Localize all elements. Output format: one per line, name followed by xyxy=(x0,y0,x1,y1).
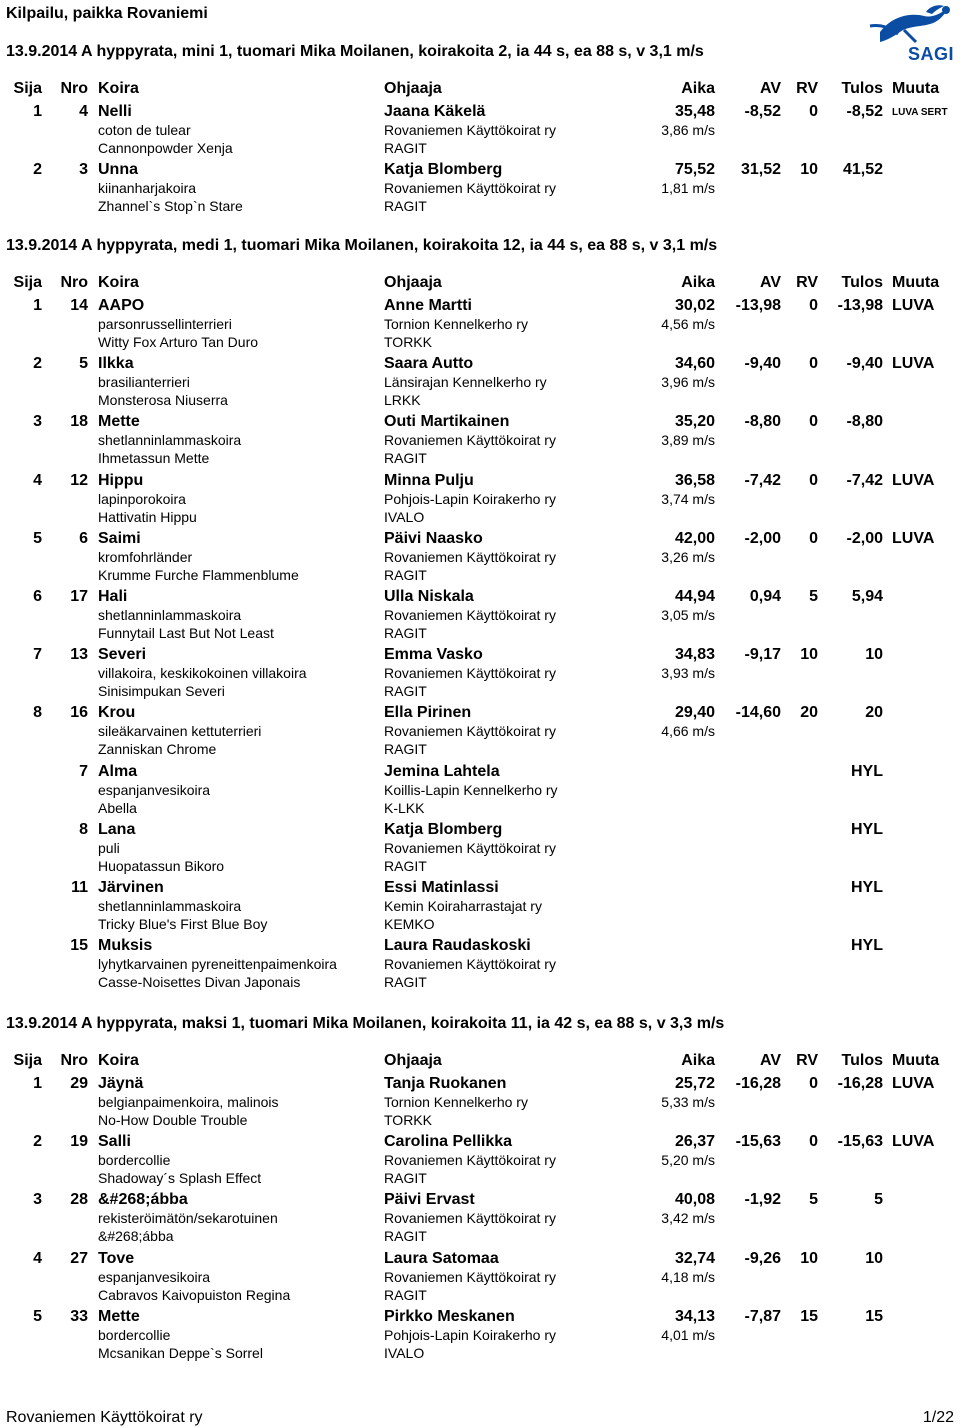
club-abbreviation: IVALO xyxy=(384,1344,425,1361)
column-header-rv: RV xyxy=(796,1052,818,1069)
column-header-tulos: Tulos xyxy=(841,274,883,291)
result-row xyxy=(0,762,960,820)
column-header-koira: Koira xyxy=(98,80,139,97)
result-aika: 34,60 xyxy=(674,355,715,373)
result-aika: 30,02 xyxy=(674,297,715,314)
club-abbreviation: TORKK xyxy=(384,334,432,350)
column-header-row xyxy=(0,80,960,100)
speed-value: 5,33 m/s xyxy=(661,1094,715,1110)
result-koira: Salli xyxy=(98,1133,131,1151)
result-tulos: 20 xyxy=(865,704,883,722)
handler-club: Koillis-Lapin Kennelkerho ry xyxy=(384,781,558,798)
result-tulos: -7,42 xyxy=(846,471,883,489)
result-av: -9,17 xyxy=(744,646,781,664)
result-ohjaaja: Emma Vasko xyxy=(384,646,483,664)
handler-club: Rovaniemen Käyttökoirat ry xyxy=(384,122,556,138)
column-header-ohjaaja: Ohjaaja xyxy=(384,80,442,97)
dog-breed: coton de tulear xyxy=(98,122,191,138)
column-header-nro: Nro xyxy=(60,274,88,291)
result-koira: Lana xyxy=(98,820,136,838)
dog-registered-name: Witty Fox Arturo Tan Duro xyxy=(98,334,259,350)
result-row xyxy=(0,587,960,645)
dog-breed: bordercollie xyxy=(98,1326,171,1343)
result-av: -8,80 xyxy=(744,413,781,431)
club-abbreviation: RAGIT xyxy=(384,140,427,156)
dog-breed: puli xyxy=(98,839,120,856)
result-row xyxy=(0,529,960,587)
result-ohjaaja: Katja Blomberg xyxy=(384,161,503,179)
club-abbreviation: RAGIT xyxy=(384,1170,427,1187)
dog-registered-name: Funnytail Last But Not Least xyxy=(98,625,274,641)
result-ohjaaja: Jemina Lahtela xyxy=(384,762,500,780)
result-koira: Unna xyxy=(98,161,138,179)
club-abbreviation: RAGIT xyxy=(384,857,427,874)
result-av: 31,52 xyxy=(740,161,781,179)
handler-club: Tornion Kennelkerho ry xyxy=(384,316,528,332)
column-header-nro: Nro xyxy=(60,80,88,97)
column-header-sija: Sija xyxy=(13,1052,42,1069)
result-aika: 25,72 xyxy=(674,1075,715,1092)
result-koira: AAPO xyxy=(98,297,145,314)
result-aika: 34,13 xyxy=(674,1307,715,1325)
result-tulos: -8,52 xyxy=(846,103,883,120)
handler-club: Rovaniemen Käyttökoirat ry xyxy=(384,665,556,682)
result-av: -14,60 xyxy=(735,704,781,722)
column-header-sija: Sija xyxy=(13,80,42,97)
result-sija: 7 xyxy=(33,646,42,664)
result-rv: 0 xyxy=(809,529,818,547)
result-rv: 10 xyxy=(800,161,818,179)
result-sija: 6 xyxy=(33,588,42,605)
result-rv: 0 xyxy=(809,471,818,489)
result-row xyxy=(0,1249,960,1307)
column-header-aika: Aika xyxy=(681,1052,715,1069)
result-rv: 0 xyxy=(809,1075,818,1092)
handler-club: Rovaniemen Käyttökoirat ry xyxy=(384,1152,556,1169)
dog-registered-name: No-How Double Trouble xyxy=(98,1112,248,1128)
result-sija: 4 xyxy=(33,471,42,489)
result-ohjaaja: Essi Matinlassi xyxy=(384,879,499,896)
column-header-tulos: Tulos xyxy=(841,1052,883,1069)
result-rv: 10 xyxy=(800,646,818,664)
section-title: 13.9.2014 A hyppyrata, medi 1, tuomari Mika Moilanen, koirakoita 12, ia 44 s, ea 88 s, v 3,1 m/s xyxy=(6,237,718,254)
dog-registered-name: Tricky Blue's First Blue Boy xyxy=(98,916,268,932)
column-header-row xyxy=(0,274,960,294)
club-abbreviation: RAGIT xyxy=(384,625,427,641)
speed-value: 4,56 m/s xyxy=(661,316,715,332)
agility-dog-icon xyxy=(860,2,956,46)
dog-breed: kiinanharjakoira xyxy=(98,180,197,197)
speed-value: 4,01 m/s xyxy=(661,1326,715,1343)
result-av: -9,40 xyxy=(744,355,781,373)
result-nro: 3 xyxy=(79,161,88,179)
handler-club: Rovaniemen Käyttökoirat ry xyxy=(384,723,556,740)
column-header-rv: RV xyxy=(796,80,818,97)
result-nro: 17 xyxy=(70,588,88,605)
result-rv: 10 xyxy=(800,1249,818,1267)
dog-registered-name: Cannonpowder Xenja xyxy=(98,140,233,156)
column-header-aika: Aika xyxy=(681,80,715,97)
club-abbreviation: RAGIT xyxy=(384,566,427,583)
dog-breed: lyhytkarvainen pyreneittenpaimenkoira xyxy=(98,956,337,973)
result-sija: 2 xyxy=(33,161,42,179)
result-av: -1,92 xyxy=(744,1191,781,1209)
result-nro: 18 xyxy=(70,413,88,431)
result-nro: 33 xyxy=(70,1307,88,1325)
result-row xyxy=(0,820,960,878)
result-av: -8,52 xyxy=(744,103,781,120)
result-tulos: HYL xyxy=(851,879,883,896)
result-rv: 5 xyxy=(809,1191,818,1209)
result-aika: 35,20 xyxy=(674,413,715,431)
handler-club: Rovaniemen Käyttökoirat ry xyxy=(384,956,556,973)
dog-registered-name: Casse-Noisettes Divan Japonais xyxy=(98,974,301,991)
result-aika: 32,74 xyxy=(674,1249,715,1267)
column-header-av: AV xyxy=(759,80,781,97)
result-ohjaaja: Pirkko Meskanen xyxy=(384,1307,515,1325)
result-ohjaaja: Ella Pirinen xyxy=(384,704,472,722)
result-koira: Nelli xyxy=(98,103,132,120)
result-ohjaaja: Laura Raudaskoski xyxy=(384,937,531,955)
speed-value: 4,66 m/s xyxy=(661,723,715,740)
result-koira: &#268;ábba xyxy=(98,1191,188,1209)
result-tulos: 10 xyxy=(865,646,883,664)
dog-breed: bordercollie xyxy=(98,1152,171,1169)
result-sija: 2 xyxy=(33,355,42,373)
column-header-nro: Nro xyxy=(60,1052,88,1069)
result-koira: Mette xyxy=(98,413,140,431)
result-nro: 13 xyxy=(70,646,88,664)
result-tulos: 5,94 xyxy=(851,588,883,605)
result-sija: 3 xyxy=(33,413,42,431)
result-row xyxy=(0,1190,960,1248)
dog-registered-name: Abella xyxy=(98,799,137,816)
result-ohjaaja: Ulla Niskala xyxy=(384,588,474,605)
result-nro: 11 xyxy=(71,879,88,896)
section-title: 13.9.2014 A hyppyrata, maksi 1, tuomari Mika Moilanen, koirakoita 11, ia 42 s, ea 88 s, v 3,3 m/s xyxy=(6,1015,725,1032)
club-abbreviation: LRKK xyxy=(384,392,421,409)
column-header-ohjaaja: Ohjaaja xyxy=(384,1052,442,1069)
result-tulos: -13,98 xyxy=(837,297,883,314)
club-abbreviation: K-LKK xyxy=(384,799,425,816)
column-header-koira: Koira xyxy=(98,1052,139,1069)
club-abbreviation: RAGIT xyxy=(384,741,427,758)
club-abbreviation: RAGIT xyxy=(384,1228,427,1245)
dog-registered-name: Ihmetassun Mette xyxy=(98,450,210,467)
speed-value: 4,18 m/s xyxy=(661,1268,715,1285)
result-nro: 6 xyxy=(79,529,88,547)
column-header-ohjaaja: Ohjaaja xyxy=(384,274,442,291)
result-aika: 34,83 xyxy=(674,646,715,664)
dog-breed: villakoira, keskikokoinen villakoira xyxy=(98,665,307,682)
result-koira: Alma xyxy=(98,762,138,780)
result-row xyxy=(0,412,960,470)
result-nro: 19 xyxy=(70,1133,88,1151)
column-header-av: AV xyxy=(759,274,781,291)
result-tulos: -2,00 xyxy=(846,529,883,547)
dog-registered-name: &#268;ábba xyxy=(98,1228,174,1245)
club-abbreviation: KEMKO xyxy=(384,916,435,932)
column-header-row xyxy=(0,1052,960,1072)
result-aika: 44,94 xyxy=(674,588,715,605)
speed-value: 3,42 m/s xyxy=(661,1210,715,1227)
column-header-muuta: Muuta xyxy=(892,274,940,291)
club-abbreviation: RAGIT xyxy=(384,450,427,467)
result-nro: 5 xyxy=(79,355,88,373)
result-ohjaaja: Minna Pulju xyxy=(384,471,474,489)
result-sija: 1 xyxy=(33,297,42,314)
club-abbreviation: RAGIT xyxy=(384,1286,427,1303)
result-ohjaaja: Jaana Käkelä xyxy=(384,103,486,120)
result-tulos: 5 xyxy=(874,1191,883,1209)
dog-registered-name: Huopatassun Bikoro xyxy=(98,857,225,874)
result-av: -15,63 xyxy=(735,1133,781,1151)
result-sija: 1 xyxy=(33,1075,42,1092)
result-nro: 12 xyxy=(70,471,88,489)
result-koira: Krou xyxy=(98,704,136,722)
result-muuta: LUVA xyxy=(892,297,935,314)
dog-registered-name: Hattivatin Hippu xyxy=(98,508,197,525)
dog-breed: espanjanvesikoira xyxy=(98,781,211,798)
dog-breed: belgianpaimenkoira, malinois xyxy=(98,1094,279,1110)
dog-registered-name: Mcsanikan Deppe`s Sorrel xyxy=(98,1344,263,1361)
dog-registered-name: Monsterosa Niuserra xyxy=(98,392,228,409)
speed-value: 3,26 m/s xyxy=(661,548,715,565)
footer-page-number: 1/22 xyxy=(922,1409,954,1426)
result-row xyxy=(0,1074,960,1132)
handler-club: Tornion Kennelkerho ry xyxy=(384,1094,528,1110)
result-aika: 35,48 xyxy=(674,103,715,120)
result-nro: 27 xyxy=(70,1249,88,1267)
result-row xyxy=(0,160,960,218)
dog-registered-name: Sinisimpukan Severi xyxy=(98,683,225,700)
result-aika: 42,00 xyxy=(674,529,715,547)
result-tulos: -16,28 xyxy=(837,1075,883,1092)
result-ohjaaja: Anne Martti xyxy=(384,297,472,314)
result-ohjaaja: Outi Martikainen xyxy=(384,413,510,431)
handler-club: Pohjois-Lapin Koirakerho ry xyxy=(384,1326,556,1343)
dog-registered-name: Cabravos Kaivopuiston Regina xyxy=(98,1286,291,1303)
result-sija: 1 xyxy=(33,103,42,120)
speed-value: 3,93 m/s xyxy=(661,665,715,682)
result-nro: 16 xyxy=(70,704,88,722)
handler-club: Rovaniemen Käyttökoirat ry xyxy=(384,607,556,623)
result-koira: Ilkka xyxy=(98,355,134,373)
result-tulos: -8,80 xyxy=(846,413,883,431)
result-tulos: -15,63 xyxy=(837,1133,883,1151)
result-nro: 28 xyxy=(70,1191,88,1209)
result-tulos: 41,52 xyxy=(842,161,883,179)
result-ohjaaja: Laura Satomaa xyxy=(384,1249,499,1267)
result-sija: 5 xyxy=(33,529,42,547)
result-koira: Hali xyxy=(98,588,128,605)
result-nro: 4 xyxy=(79,103,88,120)
result-sija: 4 xyxy=(33,1249,42,1267)
result-muuta: LUVA SERT xyxy=(892,107,948,118)
result-muuta: LUVA xyxy=(892,529,935,547)
result-koira: Jäynä xyxy=(98,1075,144,1092)
dog-registered-name: Zhannel`s Stop`n Stare xyxy=(98,198,243,215)
column-header-av: AV xyxy=(759,1052,781,1069)
dog-breed: shetlanninlammaskoira xyxy=(98,607,242,623)
column-header-muuta: Muuta xyxy=(892,1052,940,1069)
page-title: Kilpailu, paikka Rovaniemi xyxy=(6,5,208,22)
result-aika: 75,52 xyxy=(674,161,715,179)
speed-value: 3,05 m/s xyxy=(661,607,715,623)
club-abbreviation: TORKK xyxy=(384,1112,432,1128)
dog-breed: lapinporokoira xyxy=(98,490,186,507)
result-row xyxy=(0,1307,960,1365)
handler-club: Pohjois-Lapin Koirakerho ry xyxy=(384,490,556,507)
column-header-tulos: Tulos xyxy=(841,80,883,97)
result-rv: 0 xyxy=(809,355,818,373)
result-nro: 15 xyxy=(70,937,88,955)
logo-text: SAGI xyxy=(908,44,955,64)
dog-breed: parsonrussellinterrieri xyxy=(98,316,232,332)
result-ohjaaja: Carolina Pellikka xyxy=(384,1133,513,1151)
dog-breed: rekisteröimätön/sekarotuinen xyxy=(98,1210,278,1227)
result-rv: 15 xyxy=(800,1307,818,1325)
result-row xyxy=(0,703,960,761)
handler-club: Rovaniemen Käyttökoirat ry xyxy=(384,839,556,856)
result-row xyxy=(0,1132,960,1190)
result-tulos: HYL xyxy=(851,820,883,838)
result-muuta: LUVA xyxy=(892,1075,935,1092)
result-ohjaaja: Tanja Ruokanen xyxy=(384,1075,507,1092)
dog-breed: espanjanvesikoira xyxy=(98,1268,211,1285)
result-row xyxy=(0,471,960,529)
handler-club: Rovaniemen Käyttökoirat ry xyxy=(384,1210,556,1227)
dog-breed: shetlanninlammaskoira xyxy=(98,898,242,914)
column-header-sija: Sija xyxy=(13,274,42,291)
dog-breed: shetlanninlammaskoira xyxy=(98,432,242,449)
result-ohjaaja: Päivi Ervast xyxy=(384,1191,475,1209)
result-av: -7,42 xyxy=(744,471,781,489)
result-koira: Severi xyxy=(98,646,147,664)
result-row xyxy=(0,878,960,936)
result-av: 0,94 xyxy=(749,588,781,605)
column-header-koira: Koira xyxy=(98,274,139,291)
speed-value: 5,20 m/s xyxy=(661,1152,715,1169)
result-sija: 3 xyxy=(33,1191,42,1209)
result-sija: 5 xyxy=(33,1307,42,1325)
result-av: -9,26 xyxy=(744,1249,781,1267)
result-koira: Tove xyxy=(98,1249,135,1267)
dog-registered-name: Krumme Furche Flammenblume xyxy=(98,566,299,583)
speed-value: 3,74 m/s xyxy=(661,490,715,507)
result-muuta: LUVA xyxy=(892,355,935,373)
result-av: -13,98 xyxy=(735,297,781,314)
speed-value: 3,86 m/s xyxy=(661,122,715,138)
result-av: -16,28 xyxy=(735,1075,781,1092)
speed-value: 3,96 m/s xyxy=(661,374,715,391)
result-row xyxy=(0,645,960,703)
result-tulos: HYL xyxy=(851,937,883,955)
dog-registered-name: Shadoway´s Splash Effect xyxy=(98,1170,262,1187)
dog-registered-name: Zanniskan Chrome xyxy=(98,741,217,758)
result-row xyxy=(0,296,960,354)
speed-value: 3,89 m/s xyxy=(661,432,715,449)
result-muuta: LUVA xyxy=(892,471,935,489)
result-koira: Saimi xyxy=(98,529,141,547)
result-aika: 40,08 xyxy=(674,1191,715,1209)
result-nro: 7 xyxy=(79,762,88,780)
result-rv: 5 xyxy=(809,588,818,605)
handler-club: Rovaniemen Käyttökoirat ry xyxy=(384,432,556,449)
result-ohjaaja: Katja Blomberg xyxy=(384,820,503,838)
column-header-muuta: Muuta xyxy=(892,80,940,97)
result-av: -7,87 xyxy=(744,1307,781,1325)
club-abbreviation: IVALO xyxy=(384,508,425,525)
result-tulos: 15 xyxy=(865,1307,883,1325)
club-abbreviation: RAGIT xyxy=(384,974,427,991)
result-ohjaaja: Päivi Naasko xyxy=(384,529,483,547)
result-sija: 8 xyxy=(33,704,42,722)
footer-organizer: Rovaniemen Käyttökoirat ry xyxy=(6,1409,203,1426)
result-row xyxy=(0,354,960,412)
dog-breed: sileäkarvainen kettuterrieri xyxy=(98,723,262,740)
result-koira: Mette xyxy=(98,1307,140,1325)
result-row xyxy=(0,936,960,994)
result-rv: 0 xyxy=(809,1133,818,1151)
handler-club: Länsirajan Kennelkerho ry xyxy=(384,374,547,391)
result-sija: 2 xyxy=(33,1133,42,1151)
result-tulos: HYL xyxy=(851,762,883,780)
speed-value: 1,81 m/s xyxy=(661,180,715,197)
sagi-logo xyxy=(860,2,956,68)
result-av: -2,00 xyxy=(744,529,781,547)
result-aika: 29,40 xyxy=(674,704,715,722)
result-nro: 8 xyxy=(79,820,88,838)
handler-club: Rovaniemen Käyttökoirat ry xyxy=(384,180,556,197)
handler-club: Kemin Koiraharrastajat ry xyxy=(384,898,542,914)
result-rv: 0 xyxy=(809,103,818,120)
result-aika: 36,58 xyxy=(674,471,715,489)
result-tulos: -9,40 xyxy=(846,355,883,373)
club-abbreviation: RAGIT xyxy=(384,198,427,215)
result-koira: Järvinen xyxy=(98,879,164,896)
dog-breed: brasilianterrieri xyxy=(98,374,190,391)
result-rv: 0 xyxy=(809,413,818,431)
result-row xyxy=(0,102,960,160)
result-nro: 14 xyxy=(70,297,88,314)
column-header-rv: RV xyxy=(796,274,818,291)
result-ohjaaja: Saara Autto xyxy=(384,355,474,373)
dog-breed: kromfohrländer xyxy=(98,548,193,565)
section-title: 13.9.2014 A hyppyrata, mini 1, tuomari Mika Moilanen, koirakoita 2, ia 44 s, ea 88 s, v 3,1 m/s xyxy=(6,43,704,60)
result-rv: 0 xyxy=(809,297,818,314)
result-aika: 26,37 xyxy=(674,1133,715,1151)
club-abbreviation: RAGIT xyxy=(384,683,427,700)
handler-club: Rovaniemen Käyttökoirat ry xyxy=(384,1268,556,1285)
result-koira: Muksis xyxy=(98,937,153,955)
result-muuta: LUVA xyxy=(892,1133,935,1151)
handler-club: Rovaniemen Käyttökoirat ry xyxy=(384,548,556,565)
column-header-aika: Aika xyxy=(681,274,715,291)
result-koira: Hippu xyxy=(98,471,144,489)
result-rv: 20 xyxy=(800,704,818,722)
result-nro: 29 xyxy=(70,1075,88,1092)
result-tulos: 10 xyxy=(865,1249,883,1267)
